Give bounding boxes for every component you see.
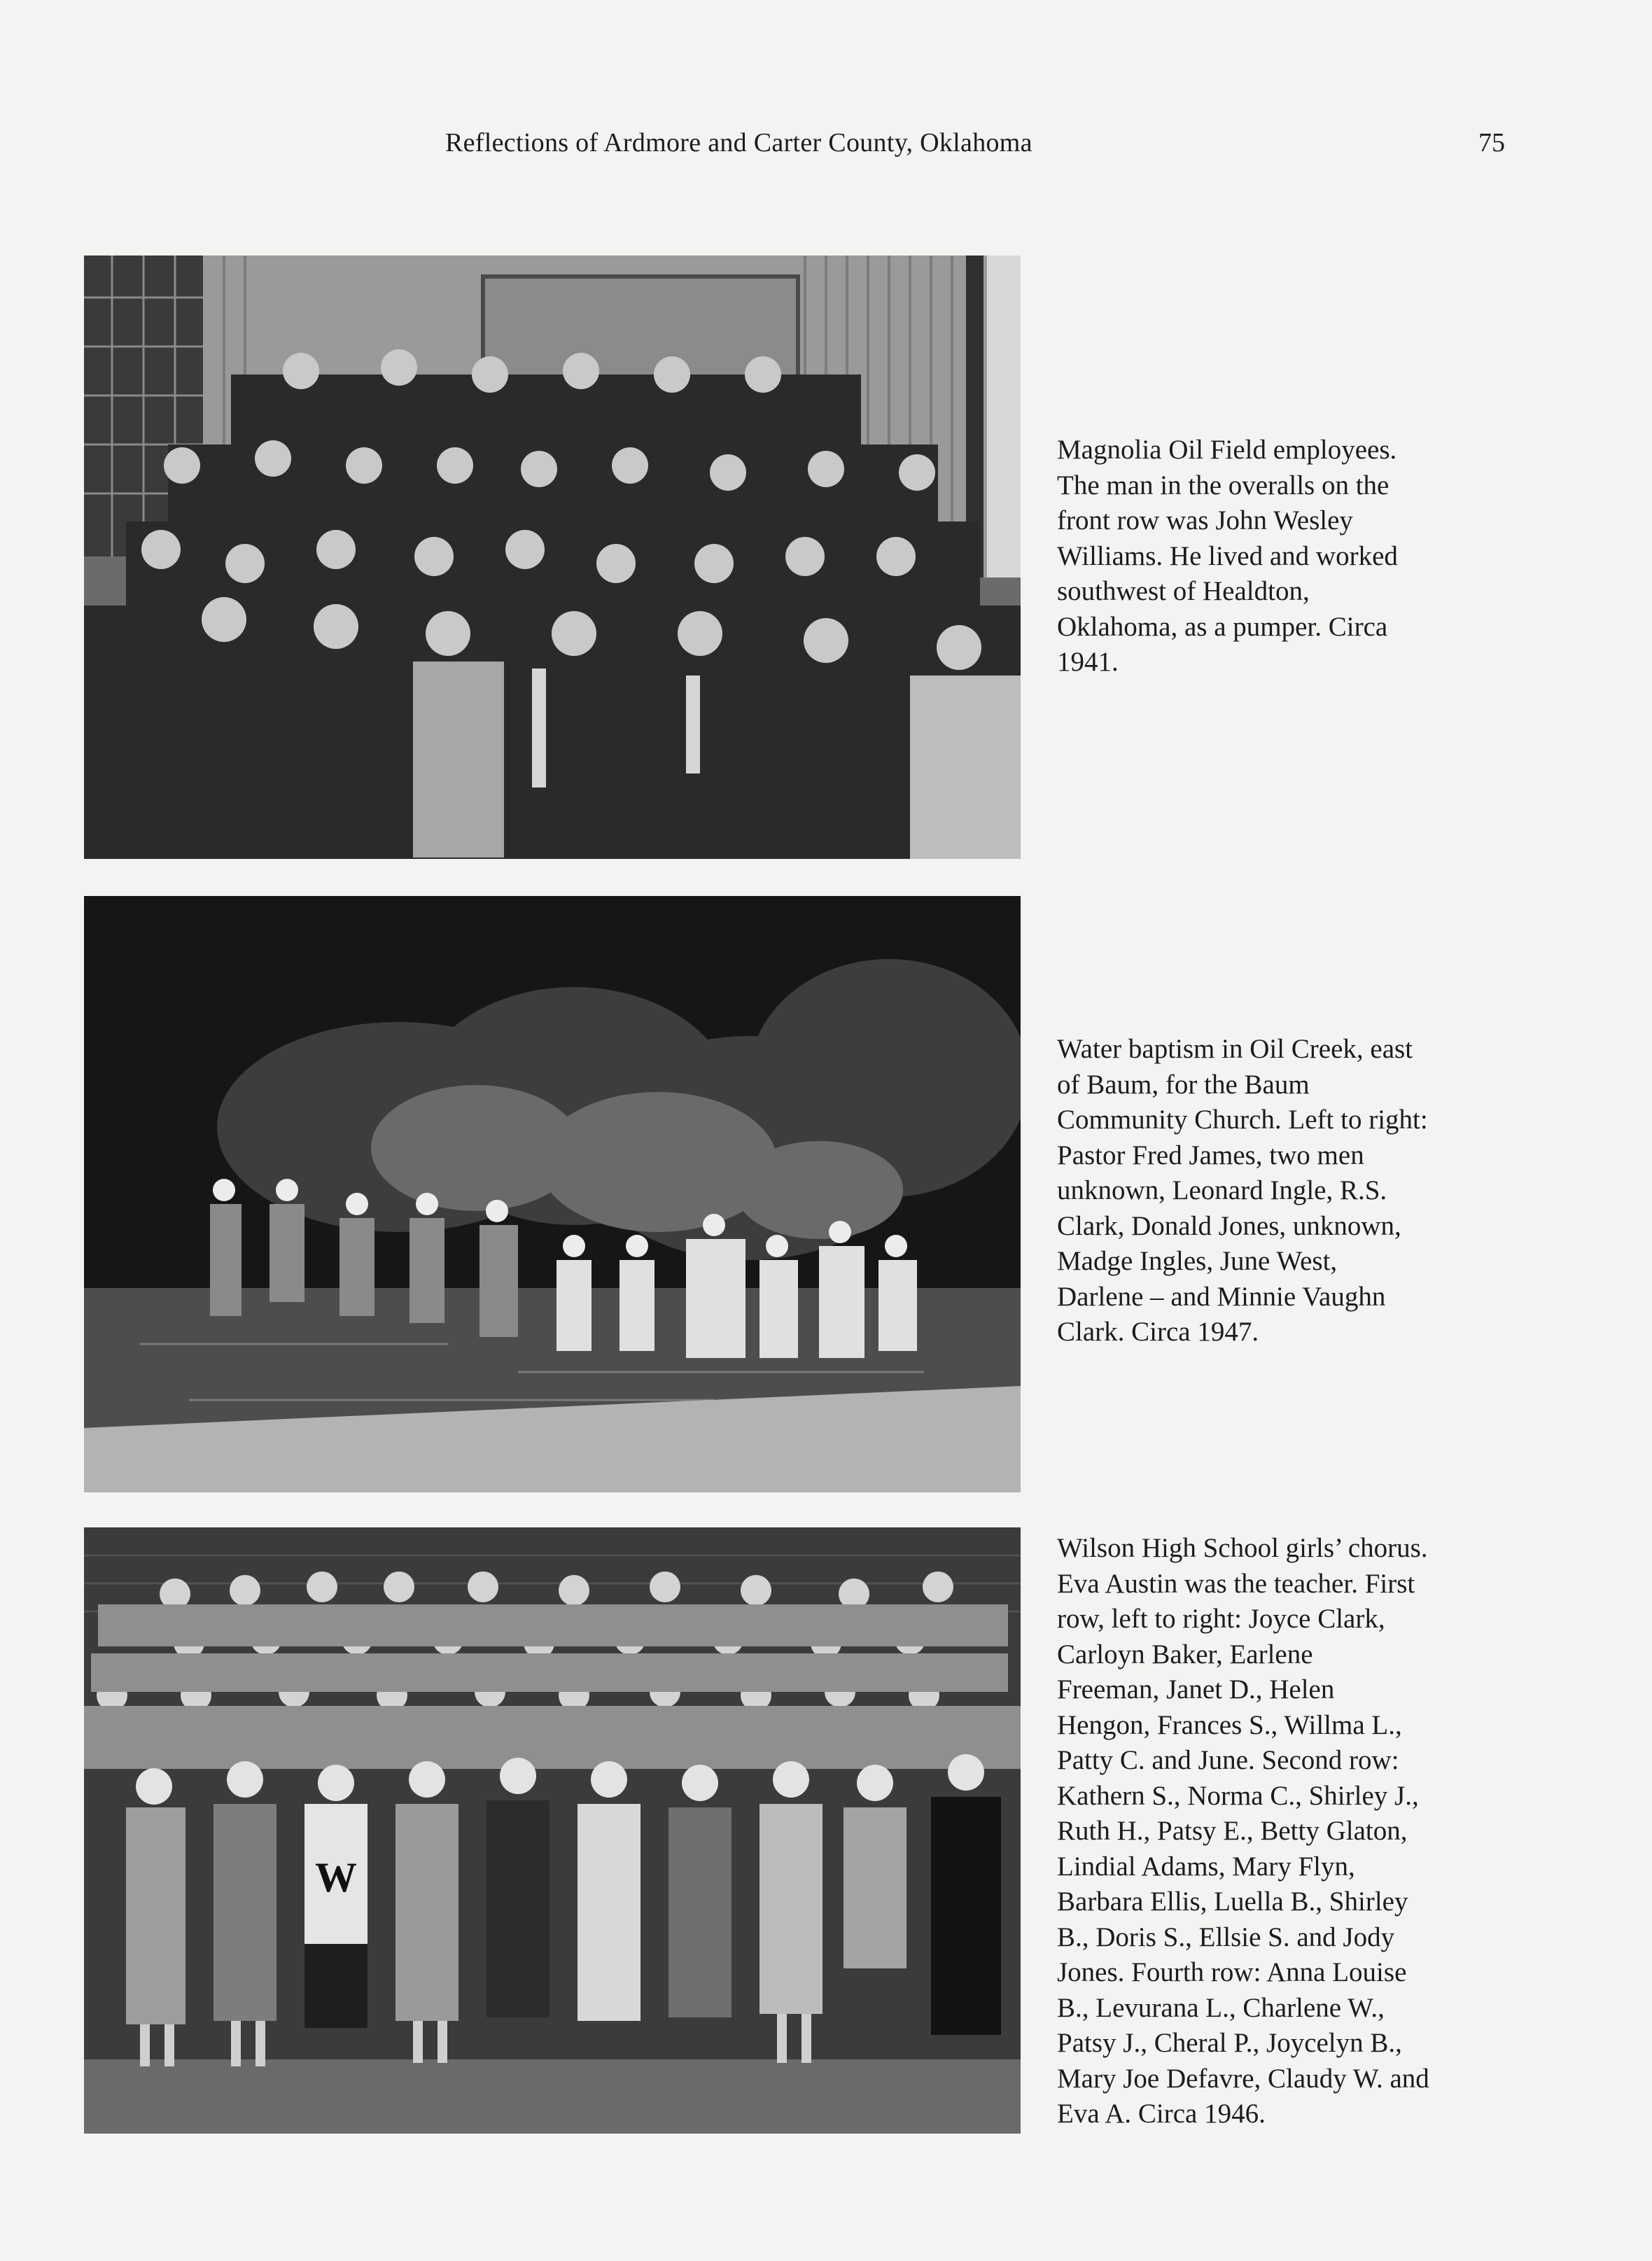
photo-caption: Wilson High School girls’ chorus. Eva Austin was the teacher. First row, left to right: Joyce Clark, Carloyn Baker, Earlene Freeman, Janet D., Helen Hengon, Frances S., Willma L., Patty C. and June. Second row: Kathern S., Norma C., Shirley J., Ruth H., Patsy E., Betty Glaton, Lindial Adams, Mary Flyn, Barbara Ellis, Luella B., Shirley B., Doris S., Ellsie S. and Jody Jones. Fourth row: Anna Louise B., Levurana L., Charlene W., Patsy J., Cheral P., Joycelyn B., Mary Joe Defavre, Claudy W. and Eva A. Circa 1946.	[1057, 1533, 1429, 2129]
running-head: Reflections of Ardmore and Carter County, Oklahoma	[445, 128, 1032, 158]
water-baptism-photo	[84, 896, 1021, 1492]
oil-field-employees-photo	[84, 255, 1021, 859]
sweater-letter: W	[315, 1854, 357, 1900]
girls-chorus-photo	[84, 1527, 1021, 2134]
page-number: 75	[1478, 128, 1505, 158]
photo-caption: Magnolia Oil Field employees. The man in the overalls on the front row was John Wesley Williams. He lived and worked southwest of Healdton, Oklahoma, as a pumper. Circa 1941.	[1057, 435, 1398, 677]
photo-caption: Water baptism in Oil Creek, east of Baum, for the Baum Community Church. Left to right: Pastor Fred James, two men unknown, Leonard Ingle, R.S. Clark, Donald Jones, unknown, Madge Ingles, June West, Darlene – and Minnie Vaughn Clark. Circa 1947.	[1057, 1034, 1428, 1347]
